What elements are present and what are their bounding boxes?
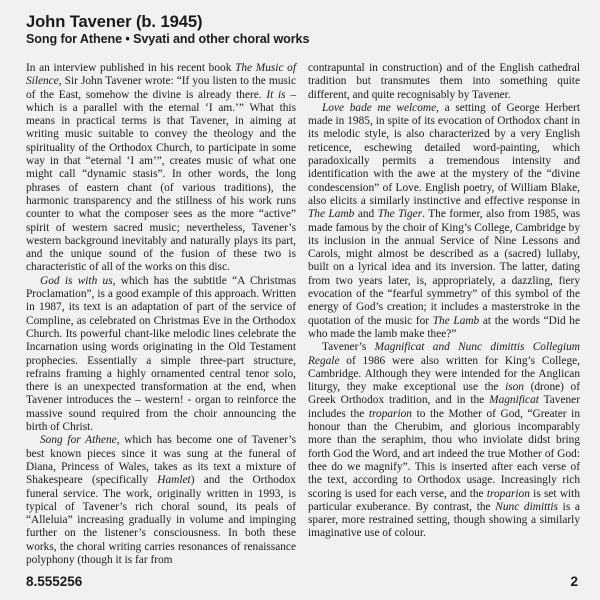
right-column [308, 62, 580, 541]
paragraph: contrapuntal in construction) and of the English cathedral tradition but transmutes them into something quite different, and quite recognisably by Tavener. [308, 62, 580, 101]
left-column [26, 62, 296, 567]
page-header [26, 12, 580, 47]
page-number: 2 [570, 574, 578, 589]
paragraph: In an interview published in his recent book The Music of Silence, Sir John Tavener wrote: “If you listen to the music of the East, somehow the divine is already there. It is – which is a parallel with the eternal ‘I am.’” What this means in practical terms is that Tavener, in aiming at writing music suitable to convey the theology and the spirituality of the Orthodox Church, to participate in some way in that “eternal ‘I am’”, creates music of what one might call “dynamic stasis”. In other words, the long phrases of eastern chant (of various traditions), the harmonic transparency and the stillness of his work runs counter to what the composer sees as the more “active” spirit of western sacred music; nevertheless, Tavener’s western background inevitably and naturally plays its part, and the unique sound of the fusion of these two is characteristic of all of the works on this disc. [26, 62, 296, 274]
paragraph: God is with us, which has the subtitle “A Christmas Proclamation”, is a good example of this approach. Written in 1987, its text is an adaptation of part of the service of Compline, as celebrated on Christmas Eve in the Orthodox Church. Its powerful chant-like melodic lines celebrate the Incarnation using words originating in the Old Testament prophecies. Essentially a simple three-part structure, refrains framing a highly ornamented central tenor solo, there is an unexpected transformation at the end, when Tavener introduces the – western! - organ to reinforce the massive sound required from the choir announcing the birth of Christ. [26, 274, 296, 434]
catalogue-number: 8.555256 [26, 574, 83, 589]
paragraph: Love bade me welcome, a setting of George Herbert made in 1985, in spite of its evocation of Orthodox chant in its melodic style, is also characterized by a very English reticence, eschewing detailed word-painting, which paradoxically permits a tremendous intensity and identification with the awe at the mystery of the “divine condescension” of Love. English poetry, of William Blake, also elicits a similarly instinctive and effective response in The Lamb and The Tiger. The former, also from 1985, was made famous by the choir of King’s College, Cambridge by its inclusion in the annual Service of Nine Lessons and Carols, might almost be described as a (sacred) lullaby, built on a lyrical idea and its inversion. The latter, dating from two years later, is, appropriately, a dazzling, fiery evocation of the “fearful symmetry” of this symbol of the energy of God’s creation; it includes a masterstroke in the quotation of the music for The Lamb at the words “Did he who made the lamb make thee?” [308, 101, 580, 340]
page-subtitle: Song for Athene • Svyati and other choral works [26, 32, 310, 46]
paragraph: Tavener’s Magnificat and Nunc dimittis Collegium Regale of 1986 were also written for King’s College, Cambridge. Although they were intended for the Anglican liturgy, they make exceptional use the ison (drone) of Greek Orthodox tradition, and in the Magnificat Tavener includes the troparion to the Mother of God, “Greater in honour than the Cherubim, and glorious incomparably more than the seraphim, thou who inviolate didst bring forth God the Word, and art indeed the true Mother of God: thee do we magnify”. This is inserted after each verse of the text, according to Orthodox usage. Increasingly rich scoring is used for each verse, and the troparion is set with particular exuberance. By contrast, the Nunc dimittis is a sparer, more restrained setting, though showing a similarly imaginative use of colour. [308, 341, 581, 540]
paragraph: Song for Athene, which has become one of Tavener’s best known pieces since it was sung at the funeral of Diana, Princess of Wales, takes as its text a mixture of Shakespeare (specifically Hamlet) and the Orthodox funeral service. The work, originally written in 1993, is typical of Tavener’s rich choral sound, its peals of “Alleluia” increasing gradually in volume and impinging further on the listener’s consciousness. In both these works, the choral writing carries resonances of renaissance polyphony (though it is far from [26, 434, 296, 566]
page-title: John Tavener (b. 1945) [26, 12, 203, 31]
